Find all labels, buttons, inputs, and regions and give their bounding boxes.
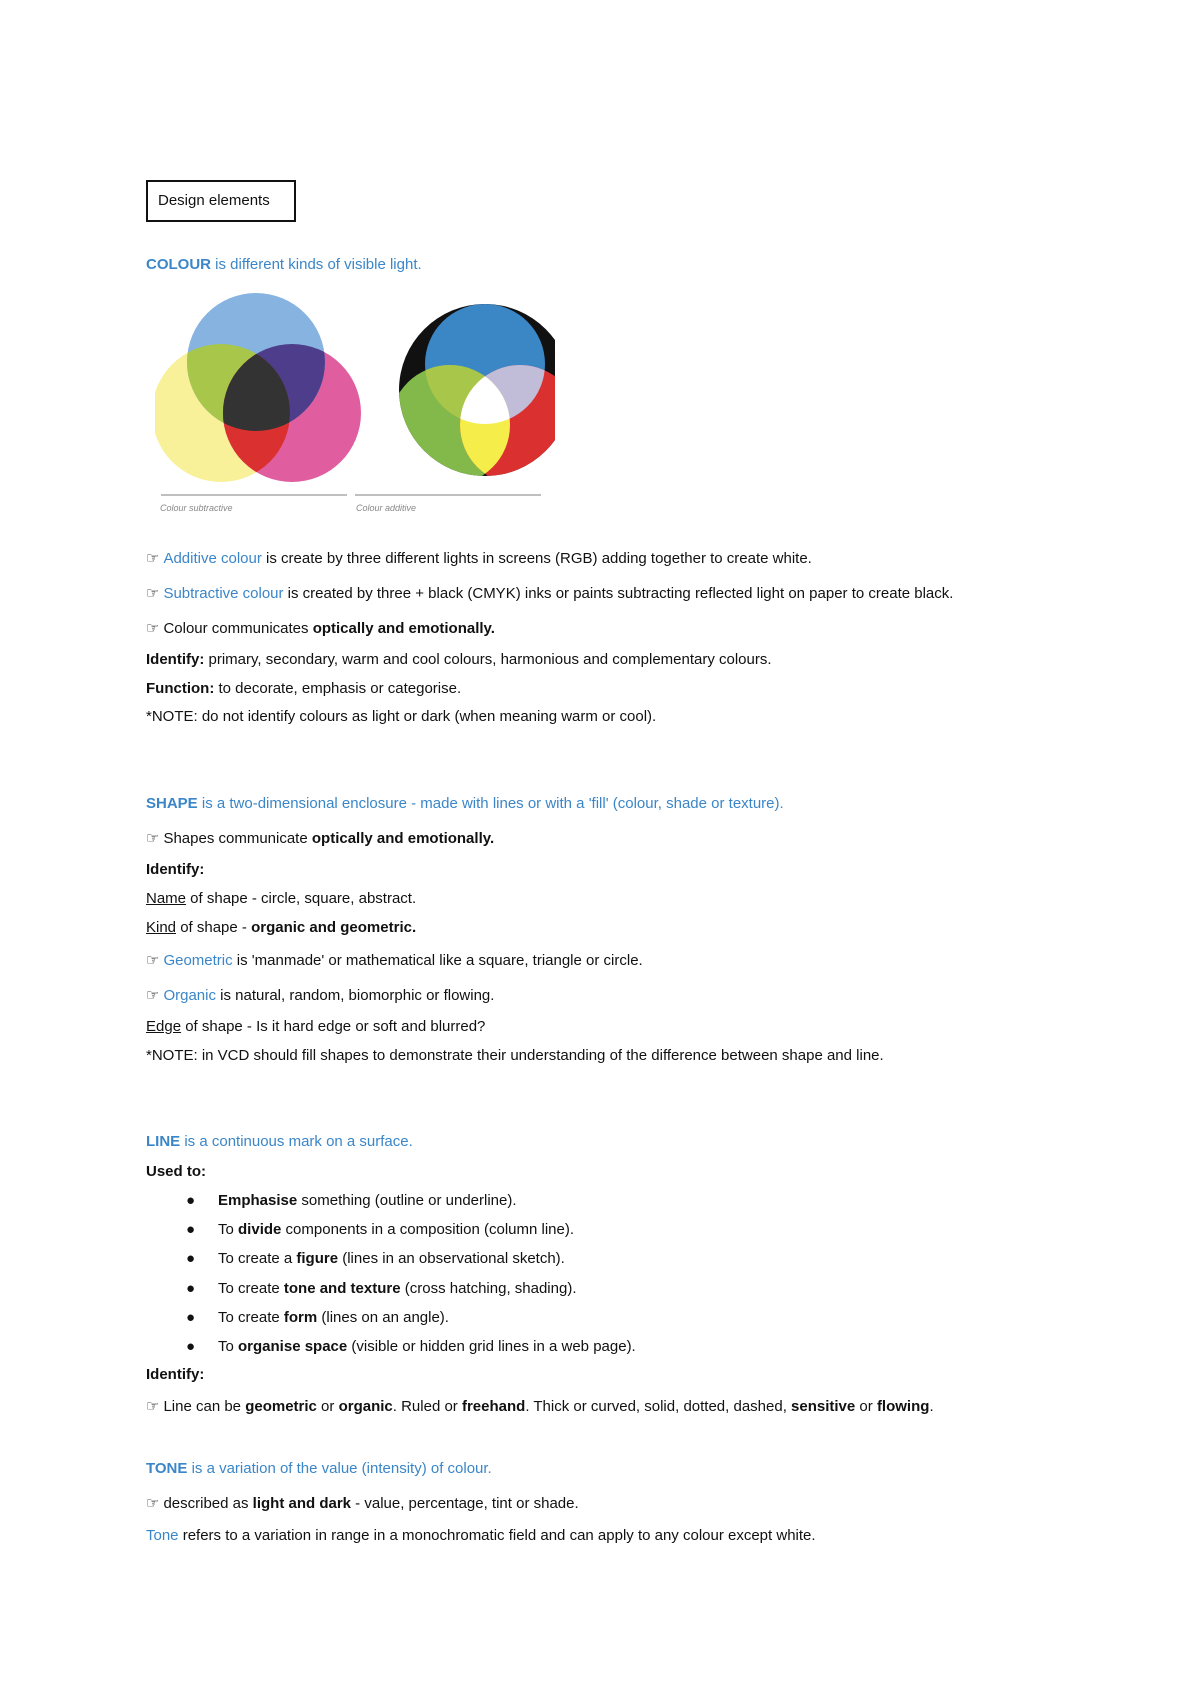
pointing-hand-icon: ☞ [146, 584, 160, 602]
bullet-dot: ● [186, 1309, 196, 1326]
bullet-dot: ● [186, 1221, 196, 1238]
list-item: To create tone and texture (cross hatching, shading). [218, 1280, 577, 1297]
pointing-hand-icon: ☞ [146, 619, 160, 637]
colour-communicates-line: ☞ Colour communicates optically and emotionally. [146, 619, 495, 637]
bullet-dot: ● [186, 1280, 196, 1297]
bullet-dot: ● [186, 1338, 196, 1355]
colour-note: *NOTE: do not identify colours as light or dark (when meaning warm or cool). [146, 708, 657, 725]
shape-note: *NOTE: in VCD should fill shapes to demonstrate their understanding of the difference between shape and line. [146, 1047, 884, 1064]
subtractive-colour-diagram [155, 293, 361, 482]
pointing-hand-icon: ☞ [146, 549, 160, 567]
caption-colour-additive: Colour additive [356, 503, 417, 513]
pointing-hand-icon: ☞ [146, 986, 160, 1004]
pointing-hand-icon: ☞ [146, 951, 160, 969]
line-identify-label: Identify: [146, 1366, 205, 1383]
caption-colour-subtractive: Colour subtractive [160, 503, 233, 513]
subtractive-colour-line: ☞ Subtractive colour is created by three + black (CMYK) inks or paints subtracting reflected light on paper to create black. [146, 584, 954, 602]
tone-heading: TONE is a variation of the value (intensity) of colour. [146, 1460, 492, 1477]
line-heading: LINE is a continuous mark on a surface. [146, 1133, 413, 1150]
shape-geometric-line: ☞ Geometric is 'manmade' or mathematical like a square, triangle or circle. [146, 951, 643, 969]
colour-diagrams [155, 292, 555, 517]
list-item: Emphasise something (outline or underline). [218, 1192, 517, 1209]
line-used-label: Used to: [146, 1163, 206, 1180]
page-title: Design elements [146, 180, 296, 222]
pointing-hand-icon: ☞ [146, 1397, 160, 1415]
colour-term: COLOUR [146, 256, 211, 273]
colour-heading [146, 256, 422, 273]
list-item: To create form (lines on an angle). [218, 1309, 449, 1326]
list-item: To divide components in a composition (column line). [218, 1221, 575, 1238]
shape-communicates-line: ☞ Shapes communicate optically and emotionally. [146, 829, 495, 847]
tone-definition-line: Tone refers to a variation in range in a monochromatic field and can apply to any colour except white. [146, 1527, 816, 1544]
tone-description-line: ☞ described as light and dark - value, percentage, tint or shade. [146, 1494, 579, 1512]
shape-name-line: Name of shape - circle, square, abstract. [146, 890, 417, 907]
colour-definition: is different kinds of visible light. [211, 256, 422, 273]
pointing-hand-icon: ☞ [146, 829, 160, 847]
shape-kind-line: Kind of shape - organic and geometric. [146, 919, 417, 936]
shape-identify-label: Identify: [146, 861, 205, 878]
colour-identify-line: Identify: primary, secondary, warm and cool colours, harmonious and complementary colours. [146, 651, 772, 668]
additive-colour-line: ☞ Additive colour is create by three different lights in screens (RGB) adding together to create white. [146, 549, 812, 567]
shape-heading: SHAPE is a two-dimensional enclosure - made with lines or with a 'fill' (colour, shade or texture). [146, 795, 784, 812]
additive-colour-diagram [390, 304, 555, 485]
bullet-dot: ● [186, 1250, 196, 1267]
pointing-hand-icon: ☞ [146, 1494, 160, 1512]
line-description: ☞ Line can be geometric or organic. Ruled or freehand. Thick or curved, solid, dotted, dashed, sensitive or flowing. [146, 1397, 934, 1415]
list-item: To create a figure (lines in an observational sketch). [218, 1250, 565, 1267]
colour-function-line: Function: to decorate, emphasis or categorise. [146, 680, 462, 697]
shape-edge-line: Edge of shape - Is it hard edge or soft and blurred? [146, 1018, 486, 1035]
bullet-dot: ● [186, 1192, 196, 1209]
list-item: To organise space (visible or hidden grid lines in a web page). [218, 1338, 636, 1355]
shape-organic-line: ☞ Organic is natural, random, biomorphic or flowing. [146, 986, 495, 1004]
